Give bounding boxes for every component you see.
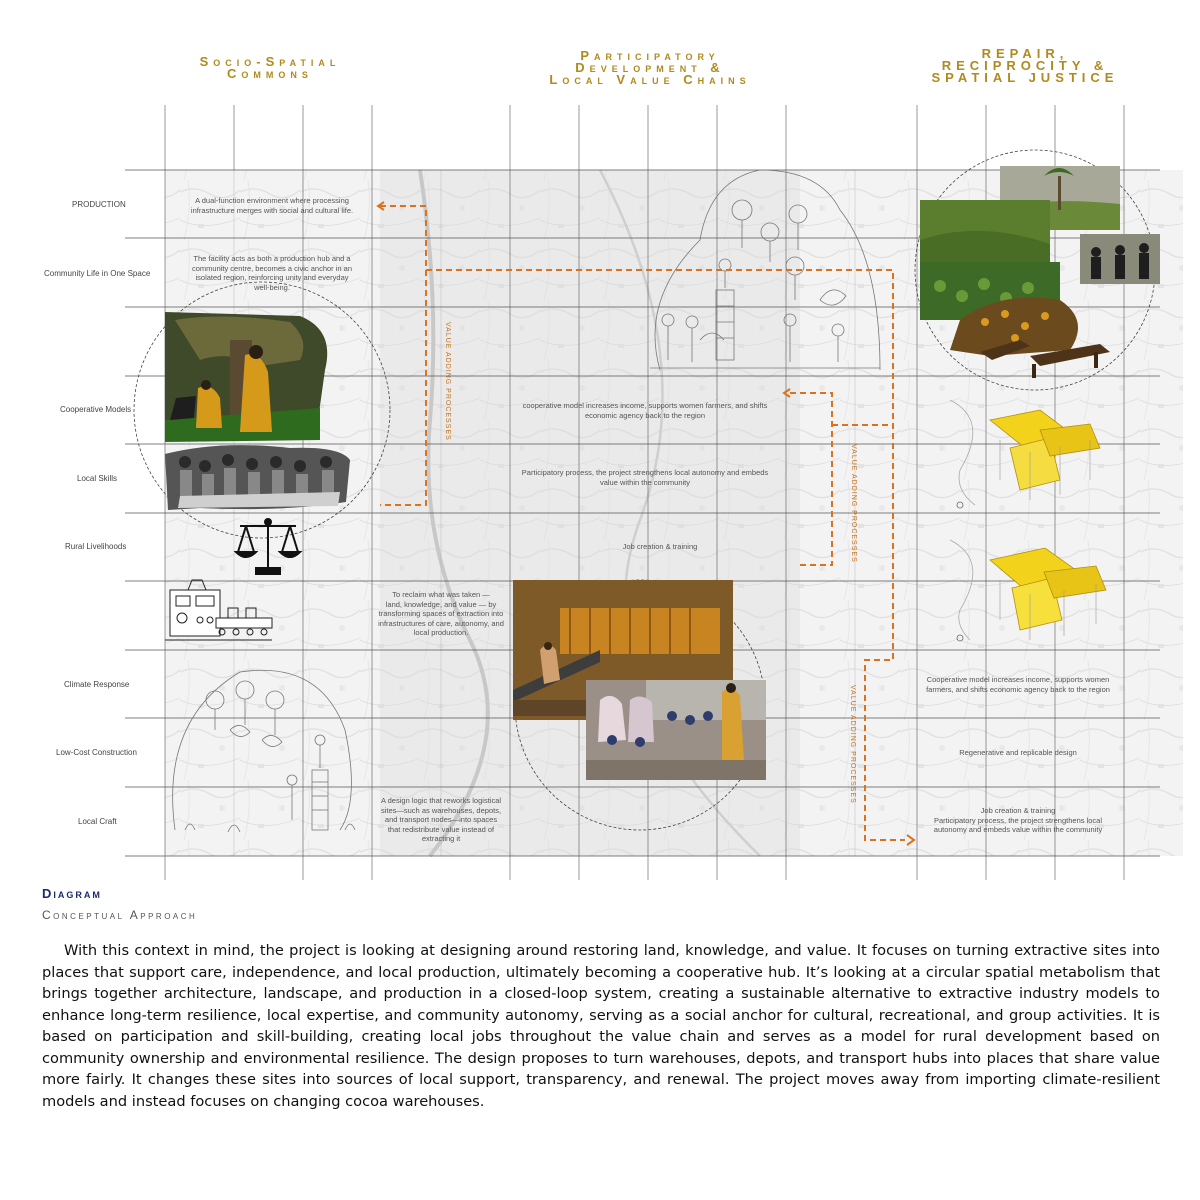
cell-line: A design logic that reworks logistical [380,796,502,805]
cell-line: isolated region, reinforcing unity and everyday [195,273,349,282]
header-line: Participatory [580,48,720,63]
cell-line: transforming spaces of extraction into [378,609,504,618]
row-label-rural-livelihoods: Rural Livelihoods [65,542,127,551]
cell-jobs-mid [560,542,760,552]
cell-cooperative-right [913,675,1123,694]
row-label-cooperative-models: Cooperative Models [60,405,132,414]
cell-design-logic [372,796,510,844]
cell-line: The facility acts as both a production hub and a [193,254,351,263]
cell-line: Cooperative model increases income, supports women [926,675,1110,684]
cell-line: well-being. [254,282,290,292]
cell-line: Participatory process, the project strengthens local [934,815,1102,825]
cell-reclaim [372,590,510,638]
cell-production [172,196,372,215]
cell-line: community centre, becomes a civic anchor in an [191,263,353,273]
cell-line: economic agency back to the region [584,410,706,420]
row-label-low-cost-construction: Low-Cost Construction [56,748,137,757]
header-line: REPAIR, [981,46,1069,61]
caption-subtitle: Conceptual Approach [42,908,198,922]
arrow-label-right: VALUE ADDING PROCESSES [849,685,856,804]
row-label-local-craft: Local Craft [78,817,117,826]
cell-jobs-right [913,806,1123,835]
row-label-production: PRODUCTION [72,200,126,209]
cell-line: Participatory process, the project strengthens local autonomy and embeds [521,468,769,477]
cell-line: infrastructures of care, autonomy, and [378,618,504,628]
header-line: Local Value Chains [549,72,751,87]
caption-title: Diagram [42,886,102,901]
arrow-label-middle: VALUE ADDING PROCESSES [850,444,857,563]
row-label-local-skills: Local Skills [77,474,118,483]
classroom-photo [586,680,766,780]
cell-line: extracting it [421,834,461,843]
header-line: Development & [575,60,725,75]
header-line: RECIPROCITY & [941,58,1109,73]
header-line: SPATIAL JUSTICE [931,70,1119,85]
row-label-climate-response: Climate Response [64,680,130,689]
cell-line: To reclaim what was taken — [392,590,490,599]
arrow-label-left: VALUE ADDING PROCESSES [444,322,451,441]
cell-line: local production. [413,628,469,637]
cell-line: Regenerative and replicable design [959,748,1077,757]
cell-line: and transport nodes—into spaces [384,815,498,824]
cell-cooperative-mid [500,401,790,420]
cell-line: infrastructure merges with social and cultural life. [190,205,354,215]
body-paragraph: With this context in mind, the project is looking at designing around restoring land, knowledge, and value. It focuses on turning extractive sites into places that support care, independence, and local production, ultimately becoming a cooperative hub. It’s looking at a circular spatial metabolism that brings together architecture, landscape, and production in a closed-loop system, creating a sustainable alternative to extractive industry models to enhance long-term resilience, local expertise, and community autonomy, serving as a social anchor for cultural, recreational, and group activities. It is based on participation and skill-building, creating local jobs throughout the value chain and serves as a model for rural development based on community ownership and environmental resilience. The design proposes to turn warehouses, depots, and transport hubs into places that share value more fairly. It changes these sites into sources of local support, transparency, and renewal. The project moves away from importing climate-resilient models and instead focuses on changing cocoa warehouses. [42,942,1160,1110]
cell-line: sites—such as warehouses, depots, [380,805,502,815]
header-line: Commons [227,66,313,81]
header-line: Socio-Spatial [199,54,341,69]
cell-community-life [172,254,372,292]
cell-line: Job creation & training [622,542,698,551]
cell-line: that redistribute value instead of [387,824,495,834]
cell-line: Job creation & training [980,806,1056,815]
cell-line: A dual-function environment where processing [195,196,349,205]
row-label-community-life: Community Life in One Space [44,269,151,278]
cell-line: farmers, and shifts economic agency back to the region [926,684,1110,694]
cell-line: autonomy and embeds value within the community [933,825,1103,834]
cell-line: cooperative model increases income, supports women farmers, and shifts [522,401,768,410]
cell-participatory-mid [500,468,790,487]
cell-line: land, knowledge, and value — by [385,599,497,609]
workshop-bw-photo [165,445,350,510]
cell-line: value within the community [599,477,691,487]
cell-regenerative [913,748,1123,758]
tree-photo [165,312,327,442]
